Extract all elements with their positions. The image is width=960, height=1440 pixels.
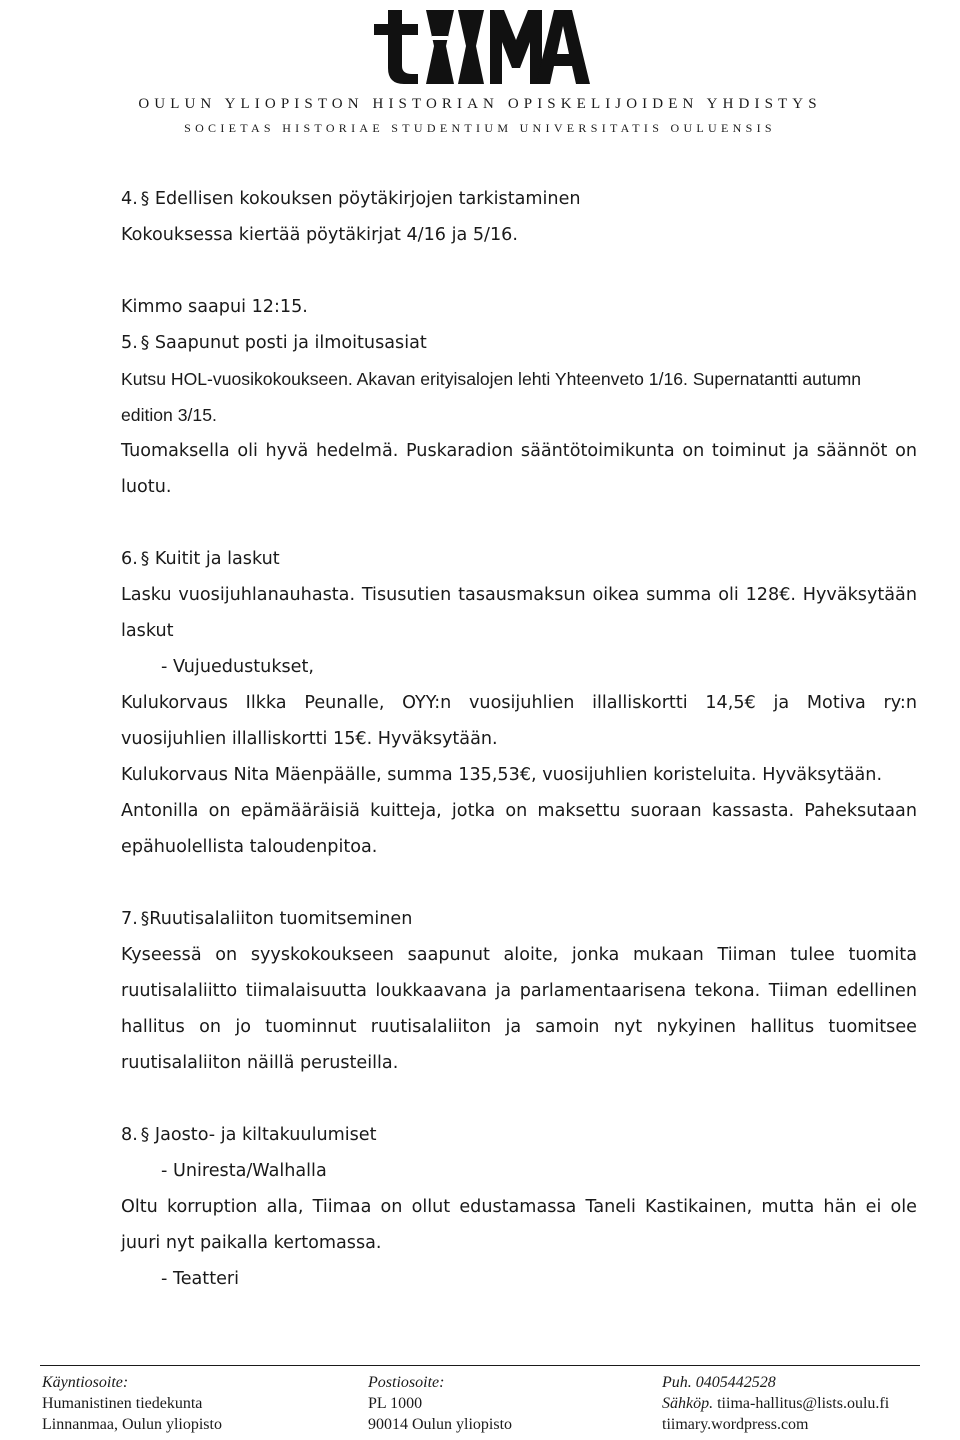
section-6-text-3: Kulukorvaus Nita Mäenpäälle, summa 135,53€, vuosijuhlien koristeluita. Hyväksytään. — [121, 765, 883, 785]
footer-visit-address — [42, 1372, 222, 1435]
section-8-list-item: - Uniresta/Walhalla — [161, 1161, 327, 1181]
section-6-text: Lasku vuosijuhlanauhasta. Tisusutien tasausmaksun oikea summa oli 128€. Hyväksytään laskut — [121, 585, 917, 641]
section-number: 5. — [121, 333, 138, 353]
section-5-heading — [121, 325, 917, 361]
email-link[interactable]: tiima-hallitus@lists.oulu.fi — [717, 1395, 890, 1412]
footer-postal-address — [368, 1372, 512, 1435]
section-6-heading — [121, 541, 917, 577]
section-6-list-item: - Vujuedustukset, — [161, 657, 314, 677]
email-label: Sähköp. — [662, 1395, 714, 1412]
section-8-heading — [121, 1117, 917, 1153]
tiima-logo-graphic — [368, 6, 592, 86]
section-sign: § — [140, 549, 150, 569]
postal-address-label: Postiosoite: — [368, 1374, 445, 1391]
visit-address-label: Käyntiosoite: — [42, 1374, 129, 1391]
section-6-text-2: Kulukorvaus Ilkka Peunalle, OYY:n vuosijuhlien illalliskortti 14,5€ ja Motiva ry:n vuosijuhlien illalliskortti 15€. Hyväksytään. — [121, 693, 917, 749]
section-sign: § — [140, 1125, 150, 1145]
visit-address-line-1: Humanistinen tiedekunta — [42, 1395, 203, 1412]
org-name-finnish: OULUN YLIOPISTON HISTORIAN OPISKELIJOIDEN YHDISTYS — [138, 96, 822, 112]
section-sign: § — [140, 333, 150, 353]
section-sign: § — [140, 189, 150, 209]
section-7-heading — [121, 901, 917, 937]
postal-address-line-2: 90014 Oulun yliopisto — [368, 1416, 513, 1433]
footer-divider — [40, 1365, 920, 1366]
section-8-list-item-2: - Teatteri — [161, 1269, 240, 1289]
section-number: 7. — [121, 909, 138, 929]
section-title: Kuitit ja laskut — [154, 549, 280, 569]
postal-address-line-1: PL 1000 — [368, 1395, 423, 1412]
section-title: Saapunut posti ja ilmoitusasiat — [154, 333, 427, 353]
section-8-text: Oltu korruption alla, Tiimaa on ollut edustamassa Taneli Kastikainen, mutta hän ei ole juuri nyt paikalla kertomassa. — [121, 1197, 917, 1253]
section-number: 6. — [121, 549, 138, 569]
footer-contact — [662, 1372, 889, 1435]
section-number: 4. — [121, 189, 138, 209]
section-6-text-4: Antonilla on epämääräisiä kuitteja, jotka on maksettu suoraan kassasta. Paheksutaan epähuolellista taloudenpitoa. — [121, 801, 917, 857]
section-4-heading — [121, 181, 917, 217]
section-4-note: Kimmo saapui 12:15. — [121, 297, 308, 317]
section-title: Edellisen kokouksen pöytäkirjojen tarkistaminen — [154, 189, 581, 209]
section-title: Ruutisalaliiton tuomitseminen — [149, 909, 413, 929]
section-title: Jaosto- ja kiltakuulumiset — [154, 1125, 377, 1145]
section-sign: § — [140, 909, 150, 929]
phone-number: 0405442528 — [695, 1374, 776, 1391]
phone-line — [662, 1372, 889, 1393]
section-4-text: Kokouksessa kiertää pöytäkirjat 4/16 ja 5/16. — [121, 225, 518, 245]
section-7-text: Kyseessä on syyskokoukseen saapunut aloite, jonka mukaan Tiiman tulee tuomita ruutisalaliitto tiimalaisuutta loukkaavana ja parlamentaarisena tekona. Tiiman edellinen hallitus on jo tuominnut ruutisalaliiton ja samoin nyt nykyinen hallitus tuomitsee ruutisalaliiton näillä perusteilla. — [121, 945, 917, 1073]
tiima-logo — [368, 6, 592, 86]
email-line — [662, 1393, 889, 1414]
visit-address-line-2: Linnanmaa, Oulun yliopisto — [42, 1416, 222, 1433]
section-5-text: Kutsu HOL-vuosikokoukseen. Akavan erityisalojen lehti Yhteenveto 1/16. Supernatantti autumn edition 3/15. — [121, 369, 862, 425]
phone-label: Puh. — [662, 1374, 692, 1391]
minutes-content — [121, 181, 917, 1297]
section-5-text-2: Tuomaksella oli hyvä hedelmä. Puskaradion sääntötoimikunta on toiminut ja säännöt on luotu. — [121, 441, 917, 497]
section-number: 8. — [121, 1125, 138, 1145]
org-name-latin: SOCIETAS HISTORIAE STUDENTIUM UNIVERSITATIS OULUENSIS — [184, 121, 776, 135]
website-link[interactable]: tiimary.wordpress.com — [662, 1416, 809, 1433]
